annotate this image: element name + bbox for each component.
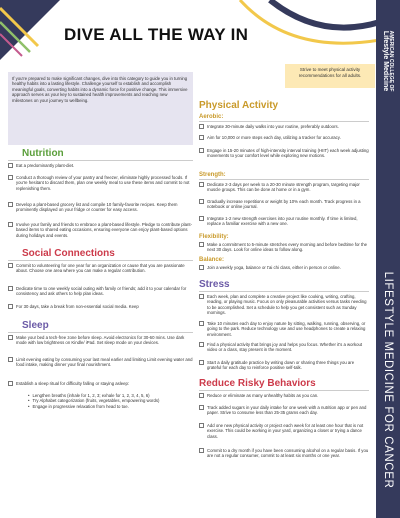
list-item: • Engage in progressive relaxation from head to toe. <box>28 404 193 409</box>
sleep-heading: Sleep <box>22 320 49 331</box>
risky-behaviors-heading: Reduce Risky Behaviors <box>199 378 316 389</box>
sleep-ritual-list <box>28 393 193 409</box>
balance-item[interactable]: Join a weekly yoga, balance or t'ai chi class, either in person or online. <box>199 265 369 270</box>
header-arc-decoration <box>230 0 380 60</box>
divider <box>199 179 369 180</box>
flexibility-subheading: Flexibility: <box>199 234 229 240</box>
checkbox[interactable] <box>199 448 204 453</box>
checkbox[interactable] <box>8 163 13 168</box>
aerobic-item[interactable]: Integrate 30-minute daily walks into your routine, preferably outdoors. <box>199 124 369 129</box>
divider <box>199 390 369 391</box>
divider <box>8 260 193 261</box>
sidebar <box>376 0 400 518</box>
corner-decoration <box>0 0 60 60</box>
checkbox[interactable] <box>199 242 204 247</box>
nutrition-item[interactable]: Develop a plant-based grocery list and compile 10 family-favorite recipes. Keep them prominently displayed on your fridge or counter for easy access. <box>8 202 193 213</box>
checkbox[interactable] <box>199 216 204 221</box>
intro-paragraph: If you're prepared to make significant changes, dive into this category to guide you in turning healthy habits into a lasting lifestyle. Challenge yourself to establish and accomplish meaningful goals, converting habits into a dynamic force for positive change. This immersive approach serves as your key to sustained health improvements and reaching new milestones on your journey to wellbeing. <box>8 72 193 145</box>
list-item: • Try Alphabet categorization (fruits, vegetables, empowering words) <box>28 398 193 403</box>
aerobic-item[interactable]: Engage in 15-20 minutes of high-intensity interval training (HIIT) each week adjusting movements to your comfort level while exploring new motions. <box>199 148 369 159</box>
checkbox[interactable] <box>8 304 13 309</box>
social-item[interactable]: Commit to volunteering for one year for an organization or cause that you are passionate about. Choose one area where you can make a regular contribution. <box>8 263 193 274</box>
divider <box>199 121 369 122</box>
divider <box>199 291 369 292</box>
stress-item[interactable]: Take 10 minutes each day to enjoy nature by sitting, walking, running, observing, or going to the park. Reduce technology use and use headphones to create a relaxing environment. <box>199 321 369 337</box>
checkbox[interactable] <box>199 360 204 365</box>
checkbox[interactable] <box>8 381 13 386</box>
nutrition-item[interactable]: Eat a predominantly plant-diet. <box>8 163 193 168</box>
checkbox[interactable] <box>199 265 204 270</box>
risky-item[interactable]: Add one new physical activity or project each week for at least one hour that is not exercise. This could be working in your yard, organizing a closet or trying a dance class. <box>199 423 369 439</box>
social-item[interactable]: Dedicate time to one weekly social outing with family or friends; add it to your calendar for consistency and ask others to help plan ideas. <box>8 286 193 297</box>
sleep-item[interactable]: Limit evening eating by consuming your last meal earlier and limiting Limit evening water and food intake, making dinner your final nourishment. <box>8 357 193 368</box>
nutrition-item[interactable]: Involve your family and friends to embrace a plant-based lifestyle. Pledge to contribute plant-based items to shared eating occasions, ensuring everyone can enjoy plant-based options during holidays and events. <box>8 222 193 238</box>
checkbox[interactable] <box>199 342 204 347</box>
checkbox[interactable] <box>199 423 204 428</box>
checkbox[interactable] <box>199 393 204 398</box>
checkbox[interactable] <box>199 321 204 326</box>
social-heading: Social Connections <box>22 248 115 259</box>
page-title: DIVE ALL THE WAY IN <box>64 25 249 44</box>
flexibility-item[interactable]: Make a commitment to 5-minute stretches every morning and before bedtime for the next 30 days. Look for online ideas to follow along. <box>199 242 369 253</box>
aerobic-subheading: Aerobic: <box>199 114 224 120</box>
checkbox[interactable] <box>199 294 204 299</box>
checkbox[interactable] <box>199 148 204 153</box>
list-item: • Lengthen breaths (inhale for 1, 2, 3; exhale for 1, 2, 3, 4, 5, 6) <box>28 393 193 398</box>
sleep-item[interactable]: Make your bed a tech-free zone before sleep. Avoid electronics for 30-60 mins. Use dark mode with low brightness on Kindle/ iPad. Set sleep mode on your devices. <box>8 335 193 346</box>
acolm-logo <box>377 6 399 116</box>
checkbox[interactable] <box>199 124 204 129</box>
checkbox[interactable] <box>8 222 13 227</box>
checkbox[interactable] <box>8 175 13 180</box>
strength-item[interactable]: Dedicate 2-3 days per week to a 20-30 minute strength program, targeting major muscle groups. This can be done at home or in a gym. <box>199 182 369 193</box>
stress-item[interactable]: Each week, plan and complete a creative project like cooking, writing, crafting, reading, or playing music. Focus on only pleasurable activities versus tasks needing to be accomplished. Set a schedule to help you get consistent such as Sunday mornings. <box>199 294 369 316</box>
strength-subheading: Strength: <box>199 172 226 178</box>
nutrition-item[interactable]: Conduct a thorough review of your pantry and freezer, eliminate highly processed foods. If you're hesitant to discard them, plan one weekly meal to use these items and commit to not replenishing them. <box>8 175 193 191</box>
divider <box>8 332 193 333</box>
physical-activity-heading: Physical Activity <box>199 100 279 111</box>
checkbox[interactable] <box>199 199 204 204</box>
vertical-title: LIFESTYLE MEDICINE FOR CANCER <box>382 271 394 489</box>
balance-subheading: Balance: <box>199 257 225 263</box>
risky-item[interactable]: Commit to a dry month if you have been consuming alcohol on a regular basis. If you are not a regular consumer, commit to at least six months or one year. <box>199 448 369 459</box>
risky-item[interactable]: Track added sugars in your daily intake for one week with a nutrition app or pen and paper. Strive to consume less than 25-35 grams each day. <box>199 405 369 416</box>
stress-item[interactable]: Start a daily gratitude practice by writing down or sharing three things you are grateful for each day to reinforce positive self-talk. <box>199 360 369 371</box>
logo-line2: Lifestyle Medicine <box>382 30 389 92</box>
checkbox[interactable] <box>8 335 13 340</box>
stress-item[interactable]: Find a physical activity that brings joy and helps you focus. Whether it's a workout video or a class, stay present in the moment. <box>199 342 369 353</box>
physical-activity-callout: Strive to meet physical activity recommendations for all adults. <box>285 64 375 88</box>
checkbox[interactable] <box>8 202 13 207</box>
logo-line1: AMERICAN COLLEGE OF <box>388 30 394 92</box>
divider <box>8 160 193 161</box>
checkbox[interactable] <box>8 286 13 291</box>
strength-item[interactable]: Gradually increase repetitions or weight by 10% each month. Track progress in a notebook or online journal. <box>199 199 369 210</box>
nutrition-heading: Nutrition <box>22 148 64 159</box>
checkbox[interactable] <box>199 135 204 140</box>
checkbox[interactable] <box>199 405 204 410</box>
risky-item[interactable]: Reduce or eliminate as many unhealthy habits as you can. <box>199 393 369 398</box>
aerobic-item[interactable]: Aim for 10,000 or more steps each day, utilizing a tracker for accuracy. <box>199 135 369 140</box>
checkbox[interactable] <box>8 357 13 362</box>
stress-heading: Stress <box>199 279 230 290</box>
strength-item[interactable]: Integrate 1-2 new strength exercises into your routine monthly. If time is limited, replace a familiar exercise with a new one. <box>199 216 369 227</box>
checkbox[interactable] <box>199 182 204 187</box>
social-item[interactable]: For 30 days, take a break from non-essential social media. Keep <box>8 304 193 309</box>
sleep-item[interactable]: Establish a sleep ritual for difficulty falling or staying asleep: <box>8 381 193 386</box>
checkbox[interactable] <box>8 263 13 268</box>
